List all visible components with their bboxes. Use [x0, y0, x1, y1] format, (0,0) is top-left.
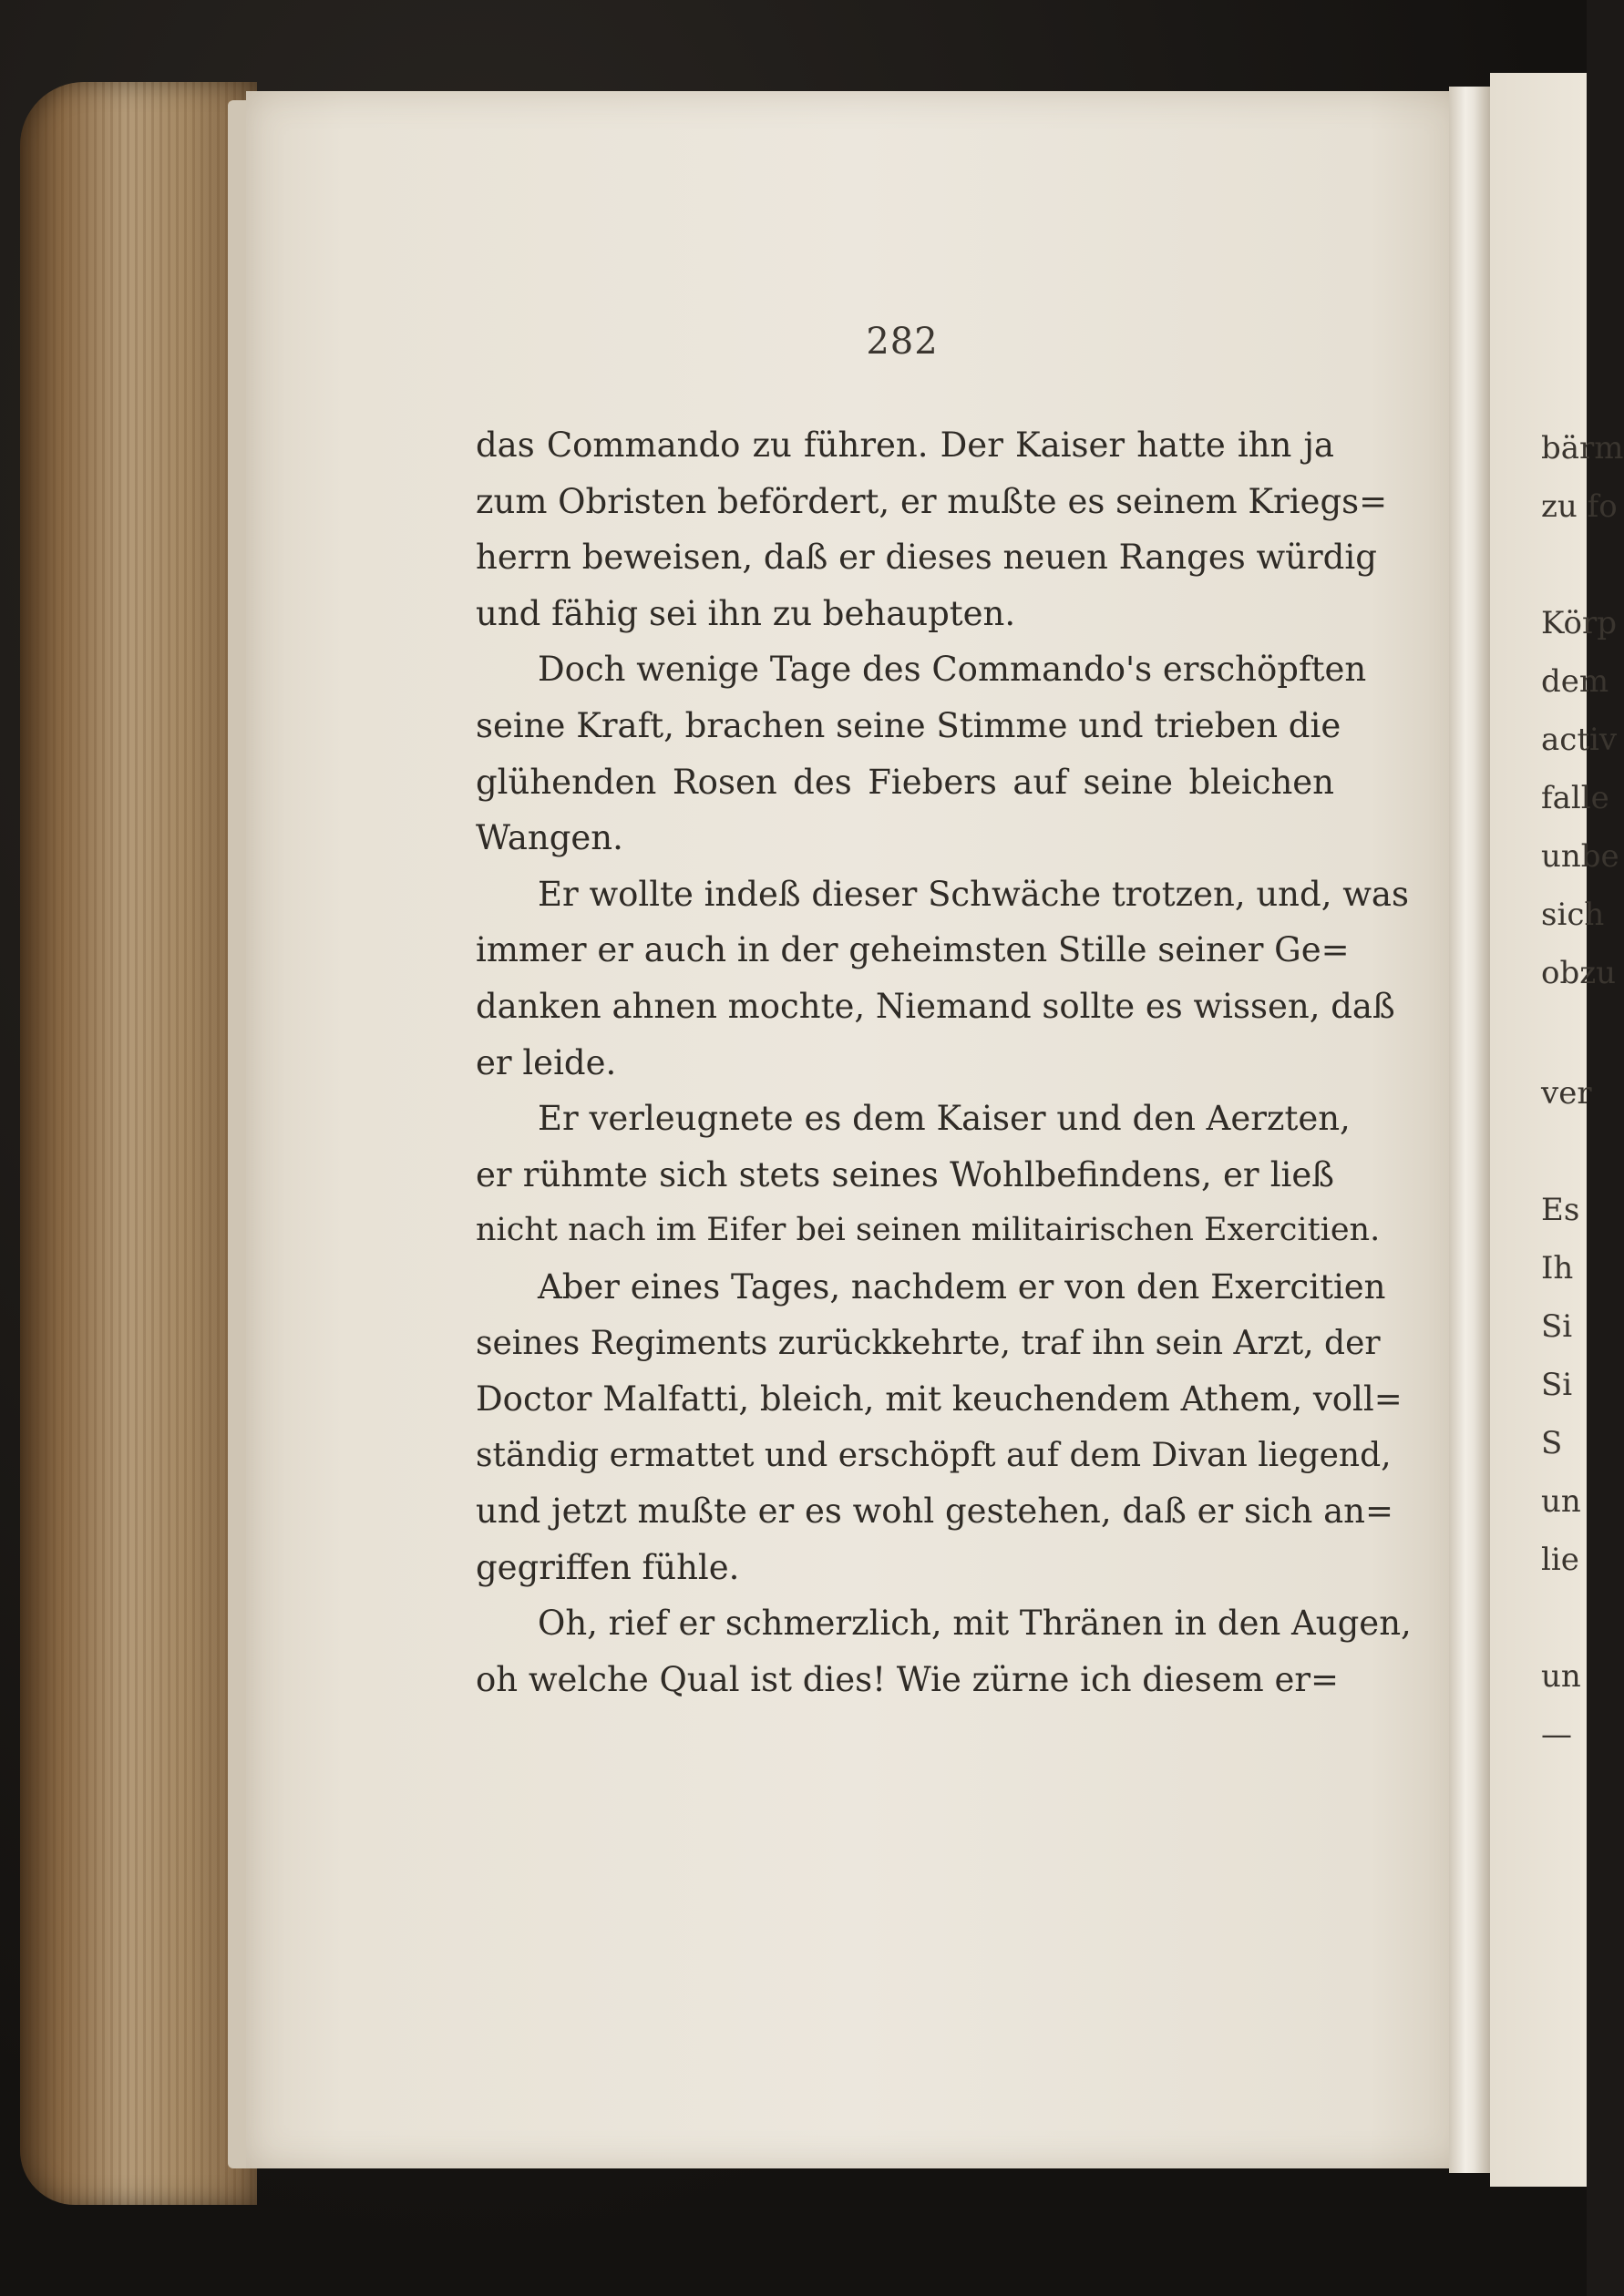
text-line: Er wollte indeß dieser Schwäche trotzen, und, was [538, 874, 1409, 914]
text-line: Aber eines Tages, nachdem er von den Exercitien [538, 1266, 1386, 1307]
text-line: Er verleugnete es dem Kaiser und den Aerzten, [538, 1099, 1351, 1139]
facing-page-fragment: Ih [1541, 1250, 1574, 1286]
text-line: ständig ermattet und erschöpft auf dem Divan liegend, [476, 1436, 1392, 1474]
facing-page-fragment: S [1541, 1425, 1563, 1461]
facing-page-fragment: activ [1541, 722, 1618, 758]
facing-page-fragment: — [1541, 1717, 1572, 1753]
facing-page-fragment: falle [1541, 780, 1609, 816]
facing-page-fragment: Si [1541, 1308, 1573, 1345]
text-line: er rühmte sich stets seines Wohlbefindens, er ließ [476, 1154, 1334, 1194]
text-line: er leide. [476, 1042, 617, 1082]
facing-page-fragment: unbe [1541, 838, 1619, 875]
page-number: 282 [866, 321, 939, 363]
text-line: Oh, rief er schmerzlich, mit Thränen in den Augen, [538, 1604, 1412, 1644]
text-line: seine Kraft, brachen seine Stimme und trieben die [476, 705, 1341, 745]
text-line: zum Obristen befördert, er mußte es seinem Kriegs= [476, 481, 1388, 521]
facing-page-fragment: Si [1541, 1367, 1573, 1403]
facing-page-fragment: ver [1541, 1075, 1592, 1112]
text-line: Doch wenige Tage des Commando's erschöpften [538, 650, 1367, 690]
book-gutter [1449, 87, 1490, 2173]
facing-page-fragment: bärm [1541, 430, 1624, 466]
body-text [476, 417, 1412, 1708]
facing-page-fragment: Es [1541, 1192, 1580, 1228]
text-line: das Commando zu führen. Der Kaiser hatte ihn ja [476, 425, 1334, 465]
text-line: seines Regiments zurückkehrte, traf ihn sein Arzt, der [476, 1324, 1381, 1362]
facing-page-fragment: sich [1541, 897, 1605, 933]
text-line: Wangen. [476, 818, 623, 858]
facing-page-fragment: lie [1541, 1542, 1579, 1578]
text-line: Doctor Malfatti, bleich, mit keuchendem Athem, voll= [476, 1379, 1403, 1420]
facing-page-fragment: obzu [1541, 955, 1617, 991]
facing-page-edge [1490, 73, 1624, 2187]
facing-page-fragment: un [1541, 1483, 1581, 1520]
text-line: und jetzt mußte er es wohl gestehen, daß er sich an= [476, 1491, 1393, 1532]
facing-page-fragment: Körp [1541, 605, 1617, 641]
text-line: nicht nach im Eifer bei seinen militairischen Exercitien. [476, 1212, 1381, 1249]
page-block-edge [20, 82, 257, 2205]
text-line: und fähig sei ihn zu behaupten. [476, 593, 1016, 633]
facing-page-fragment: dem [1541, 663, 1609, 700]
text-line: oh welche Qual ist dies! Wie zürne ich diesem er= [476, 1660, 1340, 1700]
facing-page-fragment: zu fo [1541, 488, 1618, 525]
text-line: danken ahnen mochte, Niemand sollte es wissen, daß [476, 986, 1395, 1026]
text-line: glühenden Rosen des Fiebers auf seine bleichen [476, 762, 1334, 802]
text-line: immer er auch in der geheimsten Stille seiner Ge= [476, 930, 1350, 970]
text-line: herrn beweisen, daß er dieses neuen Ranges würdig [476, 538, 1377, 578]
text-line: gegriffen fühle. [476, 1547, 740, 1587]
facing-page-fragment: un [1541, 1658, 1581, 1695]
